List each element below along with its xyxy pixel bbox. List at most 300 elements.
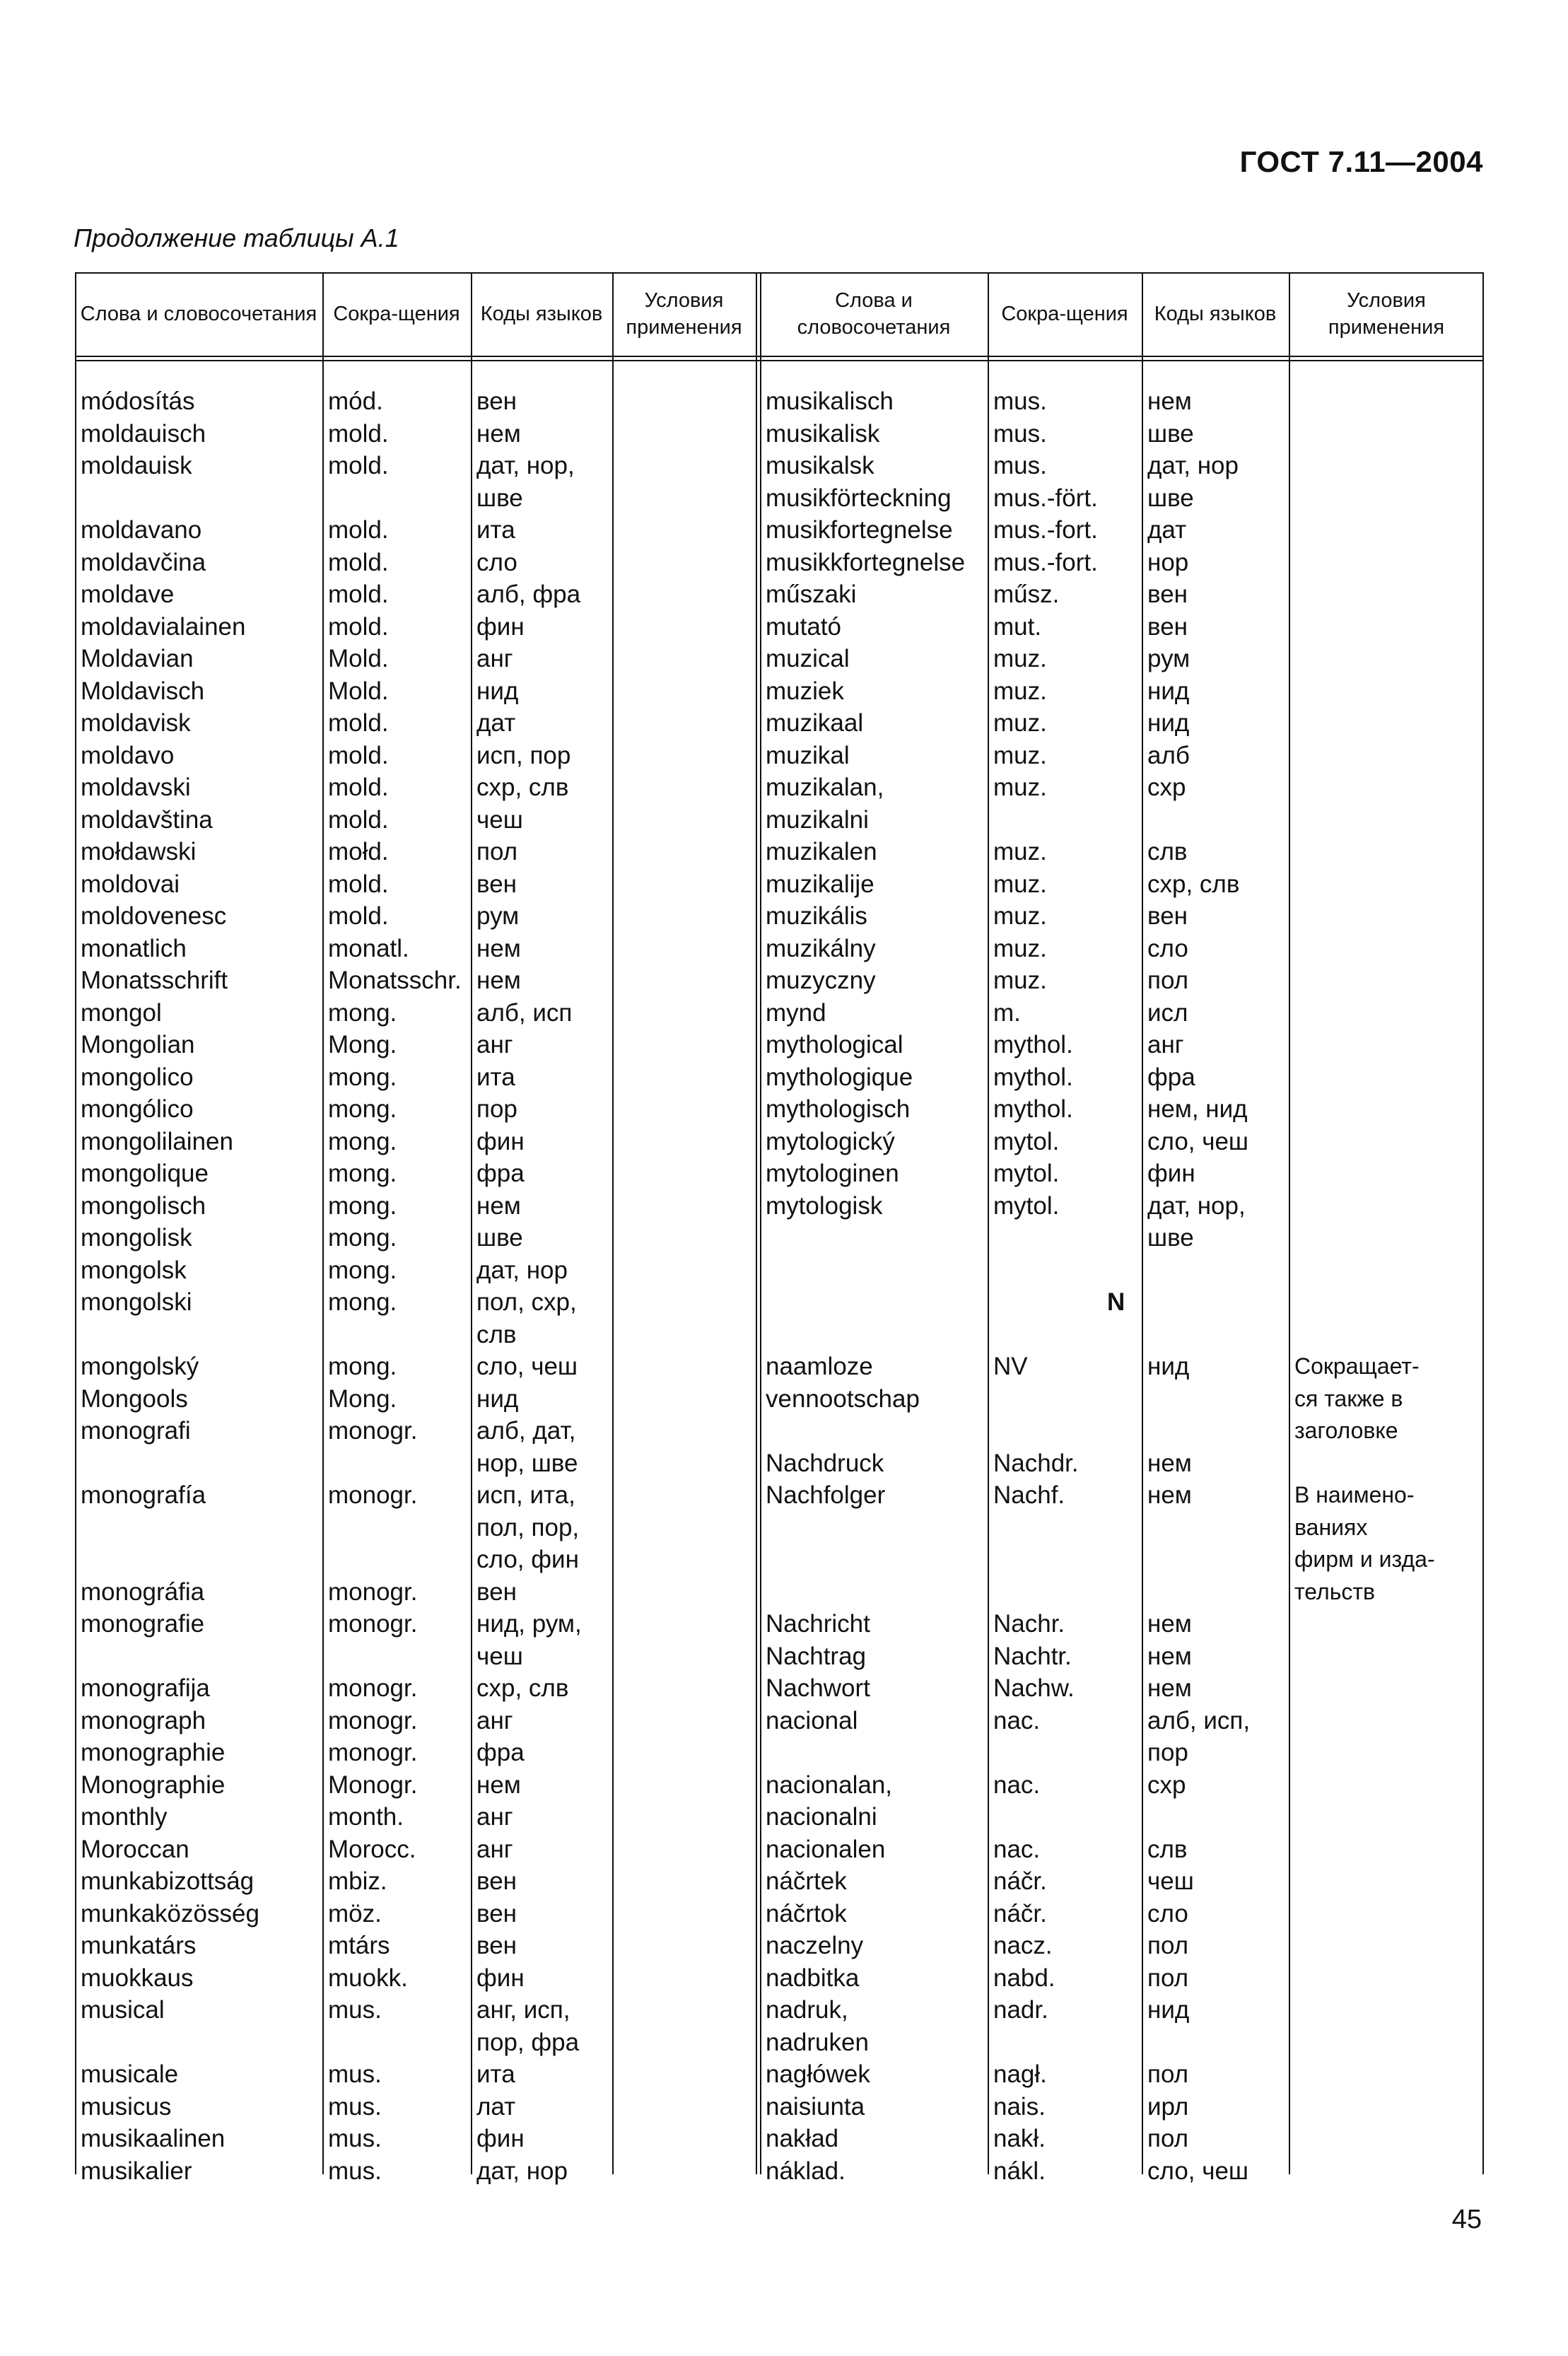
word-cell: monatlich [81,934,187,962]
word-cell: mongolilainen [81,1127,233,1155]
abbreviation-cell: mold. [328,452,389,479]
abbreviation-cell: muz. [993,741,1047,769]
abbreviation-cell: monogr. [328,1739,418,1766]
abbreviation-cell: möz. [328,1899,382,1928]
language-code-cell: пол [476,838,518,865]
language-code-cell: схр, слв [476,1674,569,1702]
table-row-right [75,1351,1484,1383]
language-code-cell: сло, чеш [1147,1127,1249,1155]
abbreviation-cell: mus.-fort. [993,516,1098,544]
abbreviation-cell: Nachw. [993,1674,1075,1702]
language-code-cell: сло, фин [476,1546,579,1573]
word-cell: musikalsk [766,452,874,479]
word-cell: Mongolian [81,1031,195,1059]
abbreviation-cell: monogr. [328,1610,418,1638]
abbreviation-cell: műsz. [993,581,1060,608]
header-codes-left: Коды языков [480,303,603,325]
word-cell: musikalier [81,2157,192,2185]
table-row-right [75,1319,1484,1351]
language-code-cell: нем [476,1771,521,1799]
word-cell: nacional [766,1706,858,1734]
abbreviation-cell: mus. [993,419,1047,448]
language-code-cell: ита [476,2060,515,2088]
header-bottom-border [75,356,1484,357]
language-code-cell: вен [476,870,517,898]
abbreviation-cell: muz. [993,934,1047,962]
word-cell: munkatárs [81,1932,197,1959]
word-cell: naamloze [766,1353,873,1380]
table-row-right [75,611,1484,643]
language-code-cell: пол, схр, [476,1288,577,1316]
word-cell: monograph [81,1706,206,1734]
language-code-cell: пор, фра [476,2028,580,2056]
abbreviation-cell: mong. [328,1127,397,1155]
abbreviation-cell: mus. [328,2157,382,2185]
word-cell: nadruken [766,2028,869,2056]
abbreviation-cell: mtárs [328,1932,390,1959]
table-row-right [75,1544,1484,1576]
word-cell: nagłówek [766,2060,870,2088]
word-cell: mongólico [81,1095,194,1123]
abbreviation-cell: muz. [993,902,1047,930]
word-cell: muzyczny [766,967,876,994]
abbreviation-cell: nac. [993,1706,1041,1734]
word-cell: mythologique [766,1063,913,1091]
abbreviation-cell: mold. [328,774,389,801]
abbreviation-cell: muz. [993,870,1047,898]
table-row-right [75,578,1484,611]
abbreviation-cell: mold. [328,902,389,930]
word-cell: Nachwort [766,1674,870,1702]
table-row-right [75,1608,1484,1640]
word-cell: Nachfolger [766,1481,886,1509]
word-cell: musikfortegnelse [766,516,953,544]
language-code-cell: вен [476,387,517,415]
language-code-cell: исп, ита, [476,1481,575,1509]
abbreviation-cell: nagł. [993,2060,1047,2088]
table-row-right [75,707,1484,740]
language-code-cell: нор [1147,548,1189,576]
language-code-cell: дат, нор, [1147,1191,1246,1220]
word-cell: mongolisk [81,1224,192,1252]
word-cell: muzikalen [766,838,877,865]
word-cell: mołdawski [81,838,197,865]
table-row-right [75,2123,1484,2155]
language-code-cell: шве [1147,1224,1194,1252]
table-row-right [75,1254,1484,1287]
language-code-cell: нид [476,677,519,705]
table-row-right [75,1157,1484,1190]
table-row-right [75,514,1484,547]
language-code-cell: алб, фра [476,581,581,608]
abbreviation-cell: Morocc. [328,1835,416,1863]
table-row-right [75,1286,1484,1319]
abbreviation-cell: mus. [328,1996,382,2024]
table-row-right [75,1672,1484,1705]
abbreviation-cell: náčr. [993,1899,1047,1928]
section-letter: N [1107,1288,1125,1316]
table-row-right [75,1061,1484,1094]
abbreviation-cell: mytol. [993,1191,1060,1220]
language-code-cell: вен [1147,581,1188,608]
abbreviation-cell: Mold. [328,645,389,672]
abbreviation-cell: Nachr. [993,1610,1065,1638]
table-row-right [75,1479,1484,1512]
language-code-cell: нем [1147,1449,1192,1477]
word-cell: monthly [81,1803,168,1831]
table-row-right [75,1126,1484,1158]
abbreviation-cell: mus.-fort. [993,548,1098,576]
table-row-right [75,964,1484,997]
abbreviation-cell: mus. [328,2125,382,2152]
abbreviation-cell: monogr. [328,1706,418,1734]
language-code-cell: пол [1147,1932,1189,1959]
word-cell: monografía [81,1481,206,1509]
word-cell: mongolski [81,1288,192,1316]
word-cell: moldave [81,581,175,608]
abbreviation-cell: month. [328,1803,404,1831]
word-cell: naczelny [766,1932,864,1959]
language-code-cell: лат [476,2092,516,2121]
language-code-cell: нор, шве [476,1449,578,1477]
language-code-cell: вен [476,1899,517,1928]
language-code-cell: нид [1147,677,1190,705]
abbreviation-cell: mythol. [993,1095,1073,1123]
language-code-cell: фин [476,2125,525,2152]
language-code-cell: нем [476,934,521,962]
word-cell: vennootschap [766,1384,920,1413]
table-row-right [75,547,1484,579]
language-code-cell: дат, нор, [476,452,575,479]
table-row-right [75,482,1484,515]
standard-designation: ГОСТ 7.11—2004 [1239,145,1483,178]
word-cell: moldauisk [81,452,192,479]
header-abbr-left: Сокра-щения [333,303,460,325]
word-cell: nacionalen [766,1835,886,1863]
table-top-border [75,272,1484,274]
abbreviation-cell: mold. [328,870,389,898]
conditions-cell: ваниях [1294,1514,1368,1540]
language-code-cell: схр [1147,774,1186,801]
language-code-cell: исп, пор [476,741,571,769]
word-cell: musicus [81,2092,172,2121]
language-code-cell: нем [1147,1674,1192,1702]
language-code-cell: нем [476,967,521,994]
language-code-cell: пор [476,1095,517,1123]
abbreviation-cell: mold. [328,741,389,769]
word-cell: muzikális [766,902,867,930]
language-code-cell: анг [1147,1031,1184,1059]
abbreviation-cell: mong. [328,1256,397,1284]
word-cell: Moroccan [81,1835,189,1863]
language-code-cell: исл [1147,998,1188,1027]
header-words-left: Слова и словосочетания [80,303,317,325]
abbreviation-cell: mong. [328,998,397,1027]
language-code-cell: нем [1147,387,1192,415]
abbreviation-cell: mus.-fört. [993,484,1098,512]
page-number: 45 [1451,2205,1482,2234]
word-cell: moldovenesc [81,902,227,930]
language-code-cell: шве [476,484,523,512]
language-code-cell: пол, пор, [476,1513,580,1541]
language-code-cell: нид [1147,709,1190,737]
abbreviation-cell: nac. [993,1771,1041,1799]
language-code-cell: пор [1147,1739,1188,1766]
language-code-cell: слв [476,1320,517,1348]
abbreviation-cell: mythol. [993,1063,1073,1091]
table-row-right [75,868,1484,901]
word-cell: nacionalni [766,1803,877,1831]
abbreviation-cell: Nachf. [993,1481,1065,1509]
word-cell: mongolisch [81,1191,206,1220]
abbreviation-cell: mong. [328,1288,397,1316]
conditions-cell: заголовке [1294,1418,1398,1443]
table-row-right [75,1705,1484,1737]
abbreviation-cell: mong. [328,1353,397,1380]
language-code-cell: рум [1147,645,1190,672]
abbreviation-cell: muokk. [328,1964,408,1992]
word-cell: mutató [766,612,841,641]
table-row-right [75,740,1484,772]
abbreviation-cell: mold. [328,516,389,544]
language-code-cell: дат, нор [476,2157,568,2185]
language-code-cell: пол [1147,1964,1189,1992]
language-code-cell: дат, нор [1147,452,1239,479]
word-cell: náklad. [766,2157,846,2185]
language-code-cell: анг [476,1803,513,1831]
abbreviation-cell: mong. [328,1224,397,1252]
table-row-right [75,1640,1484,1673]
table-row-right [75,1383,1484,1416]
word-cell: monografie [81,1610,205,1638]
language-code-cell: вен [1147,612,1188,641]
table-row-right [75,1898,1484,1930]
language-code-cell: алб, дат, [476,1417,576,1445]
table-row-right [75,1737,1484,1769]
word-cell: muzikalni [766,805,869,834]
abbreviation-cell: Mong. [328,1031,397,1059]
abbreviation-cell: nabd. [993,1964,1055,1992]
abbreviation-cell: mong. [328,1191,397,1220]
language-code-cell: вен [476,1932,517,1959]
word-cell: Monatsschrift [81,967,228,994]
word-cell: monographie [81,1739,226,1766]
language-code-cell: пол [1147,967,1189,994]
language-code-cell: фра [476,1160,525,1187]
language-code-cell: пол [1147,2125,1189,2152]
table-row-right [75,2058,1484,2091]
abbreviation-cell: nákl. [993,2157,1046,2185]
word-cell: nakład [766,2125,839,2152]
table-row-right [75,1029,1484,1061]
language-code-cell: рум [476,902,520,930]
word-cell: mongolico [81,1063,194,1091]
abbreviation-cell: mong. [328,1160,397,1187]
word-cell: nadbitka [766,1964,860,1992]
word-cell: musical [81,1996,165,2024]
word-cell: mongolsk [81,1256,187,1284]
word-cell: musikkfortegnelse [766,548,966,576]
word-cell: naisiunta [766,2092,865,2121]
language-code-cell: сло, чеш [476,1353,578,1380]
language-code-cell: дат [476,709,516,737]
language-code-cell: нем [1147,1481,1192,1509]
word-cell: mytologisk [766,1191,883,1220]
language-code-cell: нид [1147,1996,1190,2024]
table-row-right [75,643,1484,675]
abbreviation-cell: mong. [328,1095,397,1123]
word-cell: muzikal [766,741,850,769]
language-code-cell: дат [1147,516,1187,544]
language-code-cell: схр, слв [1147,870,1240,898]
language-code-cell: вен [476,1867,517,1895]
word-cell: monografi [81,1417,191,1445]
word-cell: musikalisk [766,419,880,448]
language-code-cell: чеш [476,1642,523,1670]
word-cell: monográfia [81,1578,205,1606]
language-code-cell: слв [1147,838,1188,865]
language-code-cell: чеш [476,805,523,834]
table-row-right [75,1962,1484,1995]
word-cell: Mongools [81,1384,188,1413]
word-cell: módosítás [81,387,195,415]
word-cell: muokkaus [81,1964,194,1992]
word-cell: mythological [766,1031,903,1059]
language-code-cell: схр, слв [476,774,569,801]
abbreviation-cell: mód. [328,387,383,415]
word-cell: náčrtek [766,1867,847,1895]
abbreviations-table [75,272,1484,2185]
header-words-right: Слова и словосочетания [797,289,951,339]
language-code-cell: анг [476,1835,513,1863]
abbreviation-cell: nac. [993,1835,1041,1863]
abbreviation-cell: mus. [993,387,1047,415]
abbreviation-cell: NV [993,1353,1028,1380]
word-cell: musikförteckning [766,484,952,512]
table-row-right [75,2026,1484,2059]
language-code-cell: алб [1147,741,1190,769]
language-code-cell: алб, исп [476,998,573,1027]
abbreviation-cell: mold. [328,548,389,576]
abbreviation-cell: nakł. [993,2125,1046,2152]
table-caption: Продолжение таблицы А.1 [74,223,399,252]
abbreviation-cell: mold. [328,419,389,448]
language-code-cell: нид [476,1384,519,1413]
language-code-cell: схр [1147,1771,1186,1799]
language-code-cell: нид [1147,1353,1190,1380]
word-cell: mytologinen [766,1160,899,1187]
table-row-right [75,2091,1484,2123]
word-cell: muzikalan, [766,774,884,801]
header-conditions-left: Условия применения [626,289,742,339]
abbreviation-cell: mytol. [993,1160,1060,1187]
abbreviation-cell: monogr. [328,1578,418,1606]
language-code-cell: сло [476,548,517,576]
word-cell: műszaki [766,581,857,608]
header-conditions-right: Условия применения [1328,289,1445,339]
word-cell: moldavo [81,741,175,769]
language-code-cell: фра [1147,1063,1195,1091]
table-row-right [75,1769,1484,1802]
abbreviation-cell: mythol. [993,1031,1073,1059]
table-row-right [75,900,1484,933]
table-row-right [75,1576,1484,1609]
abbreviation-cell: monogr. [328,1674,418,1702]
word-cell: mytologický [766,1127,895,1155]
abbreviation-cell: Monatsschr. [328,967,462,994]
table-row-right [75,1447,1484,1480]
language-code-cell: нем [1147,1610,1192,1638]
abbreviation-cell: muz. [993,709,1047,737]
language-code-cell: фин [476,1964,525,1992]
word-cell: Monographie [81,1771,226,1799]
table-row-right [75,997,1484,1030]
abbreviation-cell: Monogr. [328,1771,418,1799]
word-cell: mythologisch [766,1095,911,1123]
language-code-cell: ирл [1147,2092,1189,2121]
language-code-cell: сло, чеш [1147,2157,1249,2185]
table-row-right [75,1222,1484,1254]
word-cell: moldavština [81,805,213,834]
word-cell: moldavčina [81,548,206,576]
word-cell: moldavano [81,516,202,544]
abbreviation-cell: mus. [328,2092,382,2121]
abbreviation-cell: mus. [993,452,1047,479]
table-row-right [75,1833,1484,1866]
word-cell: muzical [766,645,850,672]
table-row-right [75,1190,1484,1223]
conditions-cell: ся также в [1294,1385,1403,1411]
language-code-cell: фин [1147,1160,1195,1187]
abbreviation-cell: náčr. [993,1867,1047,1895]
word-cell: moldavisk [81,709,191,737]
word-cell: náčrtok [766,1899,847,1928]
table-row-right [75,1093,1484,1126]
language-code-cell: сло [1147,934,1188,962]
language-code-cell: дат, нор [476,1256,568,1284]
abbreviation-cell: Nachtr. [993,1642,1072,1670]
header-double-border [75,360,1484,361]
word-cell: Nachricht [766,1610,870,1638]
language-code-cell: сло [1147,1899,1188,1928]
abbreviation-cell: Nachdr. [993,1449,1079,1477]
word-cell: munkabizottság [81,1867,254,1895]
word-cell: moldovai [81,870,180,898]
word-cell: Moldavian [81,645,194,672]
language-code-cell: анг [476,1706,513,1734]
language-code-cell: вен [476,1578,517,1606]
word-cell: moldavski [81,774,191,801]
conditions-cell: В наимено- [1294,1482,1415,1508]
abbreviation-cell: muz. [993,838,1047,865]
abbreviation-cell: mytol. [993,1127,1060,1155]
table-row-right [75,933,1484,965]
language-code-cell: нем, нид [1147,1095,1248,1123]
word-cell: monografija [81,1674,210,1702]
language-code-cell: анг [476,645,513,672]
abbreviation-cell: mut. [993,612,1042,641]
word-cell: nadruk, [766,1996,848,2024]
table-row-right [75,385,1484,418]
abbreviation-cell: monogr. [328,1481,418,1509]
table-row-right [75,450,1484,482]
language-code-cell: нем [476,1191,521,1220]
word-cell: munkaközösség [81,1899,259,1928]
word-cell: musikalisch [766,387,894,415]
language-code-cell: пол [1147,2060,1189,2088]
table-row-right [75,418,1484,450]
language-code-cell: анг, исп, [476,1996,571,2024]
